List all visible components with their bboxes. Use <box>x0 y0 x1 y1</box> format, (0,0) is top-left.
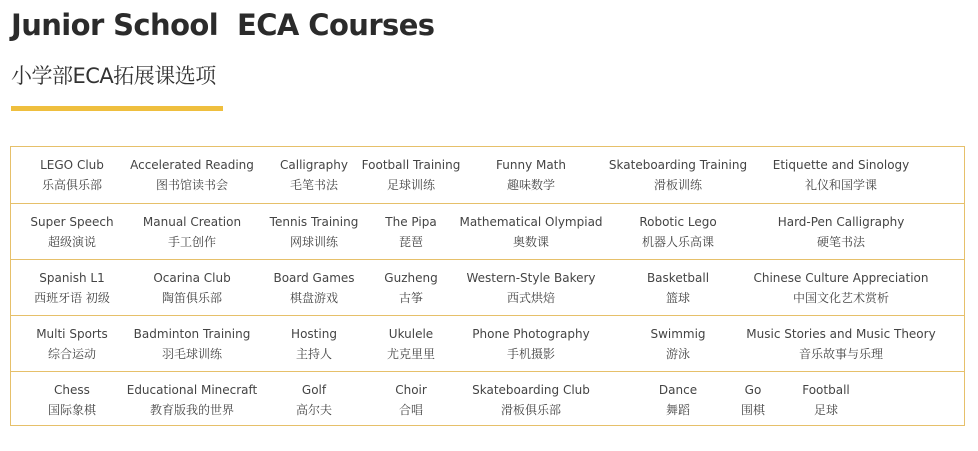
course-name-en: Dance <box>658 383 698 397</box>
course-name-zh: 机器人乐高课 <box>641 235 714 249</box>
course-name-en: Football <box>802 383 850 397</box>
course-name-en: Football Training <box>361 158 461 172</box>
course-name-en: Chinese Culture Appreciation <box>753 271 929 285</box>
course-name-zh: 西班牙语 初级 <box>34 291 110 305</box>
page-subtitle: 小学部ECA拓展课选项 <box>11 64 216 88</box>
course-name-zh: 礼仪和国学课 <box>804 178 877 192</box>
course-cell <box>778 204 905 260</box>
course-cell <box>647 260 709 316</box>
course-name-zh: 尤克里里 <box>386 347 436 361</box>
course-name-zh: 图书馆读书会 <box>155 178 228 192</box>
course-table <box>10 146 965 426</box>
course-cell <box>134 316 251 372</box>
course-name-zh: 棋盘游戏 <box>289 291 338 305</box>
course-name-en: Ukulele <box>388 327 434 341</box>
course-name-en: Hard-Pen Calligraphy <box>777 215 905 229</box>
course-cell <box>459 204 602 260</box>
course-cell <box>291 316 337 372</box>
course-cell <box>472 372 590 428</box>
course-name-en: Calligraphy <box>280 158 348 172</box>
course-cell <box>40 147 104 203</box>
page-title: Junior School ECA Courses <box>11 8 435 42</box>
course-name-en: Music Stories and Music Theory <box>746 327 936 341</box>
course-name-zh: 音乐故事与乐理 <box>798 347 884 361</box>
course-name-zh: 舞蹈 <box>665 403 690 417</box>
course-name-en: Super Speech <box>30 215 114 229</box>
course-name-en: Skateboarding Club <box>472 383 590 397</box>
course-name-en: Chess <box>54 383 90 397</box>
table-row <box>11 259 964 315</box>
course-name-zh: 手工创作 <box>167 235 217 249</box>
course-name-zh: 古筝 <box>398 291 424 305</box>
table-row <box>11 315 964 371</box>
course-name-zh: 手机摄影 <box>506 347 556 361</box>
course-name-zh: 高尔夫 <box>295 403 333 417</box>
course-cell <box>127 372 258 428</box>
course-name-zh: 足球 <box>813 403 839 417</box>
course-name-zh: 教育版我的世界 <box>149 403 234 417</box>
course-cell <box>802 372 850 428</box>
course-cell <box>746 316 935 372</box>
table-row <box>11 147 964 203</box>
accent-bar <box>11 106 223 111</box>
course-name-en: Mathematical Olympiad <box>459 215 603 229</box>
course-name-en: Accelerated Reading <box>130 158 254 172</box>
course-name-en: Educational Minecraft <box>126 383 258 397</box>
course-cell <box>296 372 332 428</box>
course-cell <box>650 316 705 372</box>
course-cell <box>753 260 928 316</box>
course-cell <box>36 316 108 372</box>
course-name-en: LEGO Club <box>40 158 104 172</box>
table-row <box>11 203 964 259</box>
course-cell <box>609 147 747 203</box>
course-cell <box>30 204 113 260</box>
course-name-en: Manual Creation <box>142 215 242 229</box>
course-name-zh: 西式烘焙 <box>506 291 555 305</box>
course-cell <box>153 260 230 316</box>
course-name-zh: 篮球 <box>665 291 690 305</box>
course-name-en: Guzheng <box>384 271 438 285</box>
course-cell <box>387 316 435 372</box>
course-cell <box>143 204 241 260</box>
course-name-zh: 合唱 <box>398 403 423 417</box>
course-name-en: Funny Math <box>496 158 566 172</box>
course-cell <box>773 147 910 203</box>
course-name-en: Tennis Training <box>269 215 359 229</box>
course-name-zh: 奥数课 <box>512 235 550 249</box>
course-name-en: Golf <box>301 383 327 397</box>
course-cell <box>48 372 96 428</box>
course-cell <box>273 260 354 316</box>
course-cell <box>280 147 348 203</box>
course-name-zh: 硬笔书法 <box>816 235 865 249</box>
course-name-zh: 游泳 <box>665 347 691 361</box>
course-name-zh: 乐高俱乐部 <box>41 178 103 192</box>
course-cell <box>385 204 436 260</box>
course-name-en: Choir <box>395 383 427 397</box>
course-name-zh: 趣味数学 <box>506 178 555 192</box>
course-name-en: Robotic Lego <box>639 215 717 229</box>
course-name-zh: 国际象棋 <box>47 403 97 417</box>
course-name-en: Skateboarding Training <box>608 158 748 172</box>
course-name-en: Go <box>744 383 762 397</box>
course-name-zh: 琵琶 <box>398 235 424 249</box>
course-cell <box>639 204 716 260</box>
course-cell <box>395 372 427 428</box>
course-name-zh: 主持人 <box>295 347 333 361</box>
course-cell <box>466 260 595 316</box>
table-row <box>11 371 964 427</box>
course-name-zh: 滑板训练 <box>653 178 703 192</box>
course-cell <box>496 147 566 203</box>
course-name-en: Swimmig <box>650 327 706 341</box>
course-name-en: Basketball <box>646 271 710 285</box>
course-name-en: Multi Sports <box>36 327 108 341</box>
course-name-en: The Pipa <box>385 215 437 229</box>
course-name-zh: 围棋 <box>740 403 766 417</box>
course-name-en: Western-Style Bakery <box>466 271 596 285</box>
course-cell <box>270 204 359 260</box>
course-name-zh: 足球训练 <box>386 178 436 192</box>
course-cell <box>130 147 254 203</box>
course-name-en: Board Games <box>273 271 355 285</box>
course-name-zh: 超级演说 <box>47 235 96 249</box>
course-name-en: Phone Photography <box>472 327 590 341</box>
course-name-en: Hosting <box>291 327 337 341</box>
course-name-en: Spanish L1 <box>39 271 105 285</box>
course-name-zh: 陶笛俱乐部 <box>161 291 222 305</box>
course-name-zh: 羽毛球训练 <box>161 347 222 361</box>
course-name-en: Ocarina Club <box>153 271 231 285</box>
course-cell <box>659 372 697 428</box>
course-cell <box>741 372 765 428</box>
course-cell <box>34 260 110 316</box>
course-name-zh: 毛笔书法 <box>289 178 338 192</box>
course-name-zh: 网球训练 <box>289 235 339 249</box>
course-cell <box>362 147 461 203</box>
course-name-zh: 滑板俱乐部 <box>500 403 562 417</box>
course-name-zh: 中国文化艺术赏析 <box>792 291 889 305</box>
course-name-en: Etiquette and Sinology <box>772 158 910 172</box>
course-name-en: Badminton Training <box>133 327 251 341</box>
course-cell <box>384 260 437 316</box>
course-name-zh: 综合运动 <box>47 347 96 361</box>
course-cell <box>472 316 589 372</box>
